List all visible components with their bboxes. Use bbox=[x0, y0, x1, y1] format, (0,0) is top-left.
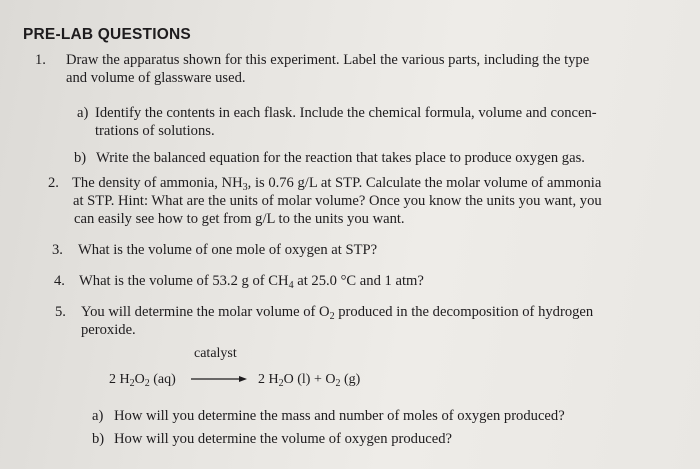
catalyst-label: catalyst bbox=[194, 346, 237, 361]
question-1-number: 1. bbox=[35, 52, 46, 68]
question-5b-text: How will you determine the volume of oxygen produced? bbox=[114, 431, 453, 447]
question-3-text: What is the volume of one mole of oxygen at STP? bbox=[78, 242, 378, 258]
equation-reactant: 2 $H_2O_2$ (aq) bbox=[109, 372, 176, 389]
question-1b-text: Write the balanced equation for the reaction that takes place to produce oxygen gas. bbox=[96, 150, 585, 166]
question-5-text-line1: You will determine the molar volume of $O_2$ produced in the decomposition of hydrogen bbox=[81, 304, 594, 322]
question-2-text-line2: at STP. Hint: What are the units of molar volume? Once you know the units you want, you bbox=[73, 193, 602, 209]
question-2-text-line1: The density of ammonia, $NH_3$, is 0.76 g/L at STP. Calculate the molar volume of ammonia bbox=[72, 175, 602, 193]
question-5a-label: a) bbox=[92, 408, 104, 424]
question-5-number: 5. bbox=[55, 304, 66, 320]
question-1a-text-line1: Identify the contents in each flask. Include the chemical formula, volume and concen- bbox=[95, 105, 597, 121]
question-1b-label: b) bbox=[74, 150, 87, 166]
question-4-text: What is the volume of 53.2 g of $CH_4$ at 25.0 °C and 1 atm? bbox=[79, 273, 424, 291]
question-1a-label: a) bbox=[77, 105, 89, 121]
reaction-arrow-icon bbox=[191, 372, 247, 386]
question-2-text-line3: can easily see how to get from g/L to the units you want. bbox=[74, 211, 405, 227]
question-3-number: 3. bbox=[52, 242, 63, 258]
question-5b-label: b) bbox=[92, 431, 105, 447]
question-5a-text: How will you determine the mass and number of moles of oxygen produced? bbox=[114, 408, 565, 424]
question-1a-text-line2: trations of solutions. bbox=[95, 123, 215, 139]
question-2-number: 2. bbox=[48, 175, 59, 191]
question-1-text-line1: Draw the apparatus shown for this experiment. Label the various parts, including the type bbox=[66, 52, 590, 68]
question-4-number: 4. bbox=[54, 273, 65, 289]
page-title: PRE-LAB QUESTIONS bbox=[23, 26, 191, 43]
question-5-text-line2: peroxide. bbox=[81, 322, 136, 338]
question-1-text-line2: and volume of glassware used. bbox=[66, 70, 246, 86]
equation-products: 2 $H_2O$ $(l) + O_2$ (g) bbox=[258, 372, 361, 389]
